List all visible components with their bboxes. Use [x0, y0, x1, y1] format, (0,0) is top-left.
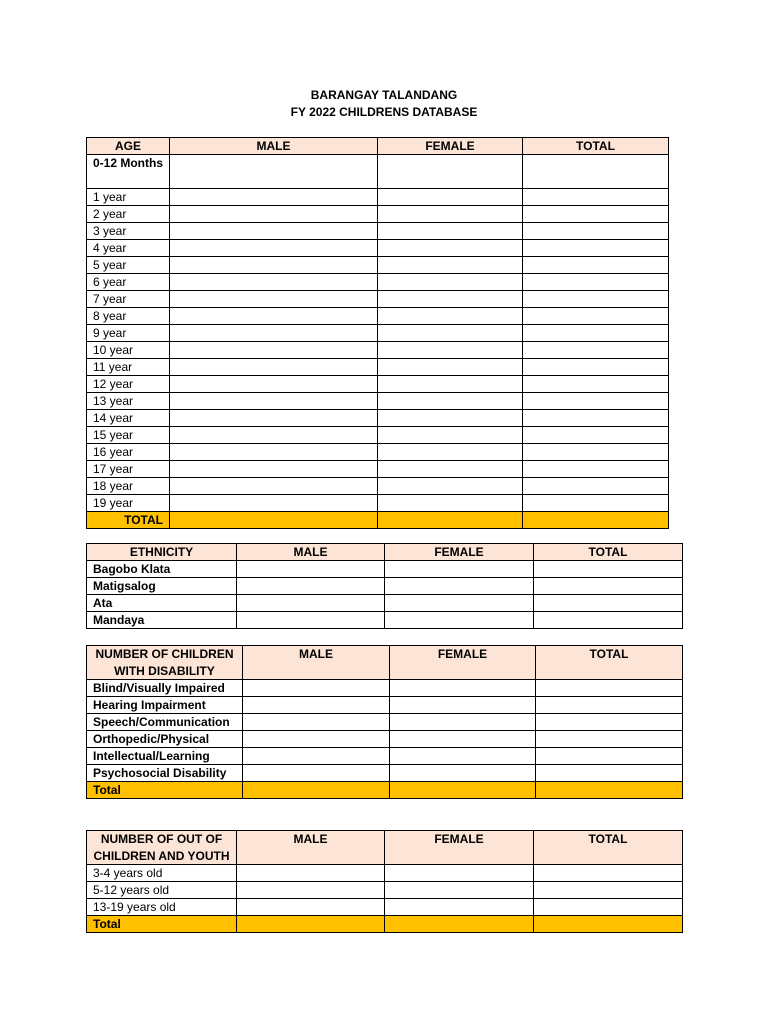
row-label: 2 year [87, 206, 170, 223]
male-cell[interactable] [170, 342, 378, 359]
total-cell[interactable] [523, 359, 669, 376]
row-label: 14 year [87, 410, 170, 427]
table-row [87, 765, 683, 782]
row-label: 11 year [87, 359, 170, 376]
table-row [87, 240, 669, 257]
total-cell[interactable] [534, 595, 683, 612]
row-label: 12 year [87, 376, 170, 393]
row-label: 6 year [87, 274, 170, 291]
row-label: Psychosocial Disability [87, 765, 243, 782]
male-cell[interactable] [170, 393, 378, 410]
female-cell[interactable] [378, 308, 523, 325]
female-cell[interactable] [378, 495, 523, 512]
row-label: 17 year [87, 461, 170, 478]
male-cell[interactable] [243, 697, 390, 714]
total-label: TOTAL [87, 512, 170, 529]
total-cell[interactable] [523, 444, 669, 461]
total-cell[interactable] [534, 561, 683, 578]
male-cell[interactable] [170, 274, 378, 291]
female-cell[interactable] [378, 274, 523, 291]
table-row [87, 865, 683, 882]
total-cell[interactable] [523, 189, 669, 206]
total-row [87, 512, 669, 529]
table-row [87, 359, 669, 376]
age-table-header-row [87, 138, 669, 155]
male-cell[interactable] [170, 155, 378, 189]
total-cell[interactable] [536, 748, 683, 765]
female-cell[interactable] [390, 765, 536, 782]
total-cell[interactable] [534, 899, 683, 916]
total-header: TOTAL [534, 831, 683, 865]
male-cell[interactable] [170, 478, 378, 495]
male-total-cell[interactable] [170, 512, 378, 529]
table-row [87, 461, 669, 478]
osy-header: NUMBER OF OUT OF CHILDREN AND YOUTH [87, 831, 237, 865]
document-title: BARANGAY TALANDANG [310, 88, 458, 102]
male-cell[interactable] [170, 427, 378, 444]
grand-total-cell[interactable] [523, 512, 669, 529]
row-label: 15 year [87, 427, 170, 444]
male-cell[interactable] [170, 308, 378, 325]
row-label: Bagobo Klata [87, 561, 237, 578]
total-cell[interactable] [536, 714, 683, 731]
table-row [87, 714, 683, 731]
grand-total-cell[interactable] [536, 782, 683, 799]
row-label: Hearing Impairment [87, 697, 243, 714]
total-cell[interactable] [523, 342, 669, 359]
male-cell[interactable] [243, 714, 390, 731]
male-cell[interactable] [237, 612, 385, 629]
table-row [87, 308, 669, 325]
out-of-school-table [86, 830, 683, 933]
female-total-cell[interactable] [378, 512, 523, 529]
female-cell[interactable] [378, 359, 523, 376]
table-row [87, 376, 669, 393]
total-header: TOTAL [523, 138, 669, 155]
total-cell[interactable] [523, 325, 669, 342]
female-cell[interactable] [390, 697, 536, 714]
female-total-cell[interactable] [390, 782, 536, 799]
total-row [87, 782, 683, 799]
table-row [87, 899, 683, 916]
total-cell[interactable] [523, 291, 669, 308]
table-row [87, 155, 669, 189]
female-cell[interactable] [378, 444, 523, 461]
female-cell[interactable] [385, 865, 534, 882]
document-subtitle: FY 2022 CHILDRENS DATABASE [290, 105, 478, 119]
total-cell[interactable] [523, 155, 669, 189]
male-cell[interactable] [170, 325, 378, 342]
row-label: 0-12 Months [87, 155, 170, 189]
female-cell[interactable] [378, 223, 523, 240]
total-cell[interactable] [534, 882, 683, 899]
total-cell[interactable] [534, 578, 683, 595]
total-header: TOTAL [536, 646, 683, 680]
table-row [87, 697, 683, 714]
disability-header: NUMBER OF CHILDREN WITH DISABILITY [87, 646, 243, 680]
table-row [87, 206, 669, 223]
male-total-cell[interactable] [237, 916, 385, 933]
female-cell[interactable] [378, 325, 523, 342]
total-cell[interactable] [523, 274, 669, 291]
table-row [87, 325, 669, 342]
grand-total-cell[interactable] [534, 916, 683, 933]
row-label: 5 year [87, 257, 170, 274]
female-cell[interactable] [378, 393, 523, 410]
female-cell[interactable] [378, 206, 523, 223]
table-row [87, 342, 669, 359]
table-row [87, 612, 683, 629]
male-cell[interactable] [170, 410, 378, 427]
female-cell[interactable] [390, 731, 536, 748]
male-cell[interactable] [170, 444, 378, 461]
female-cell[interactable] [378, 376, 523, 393]
female-cell[interactable] [385, 578, 534, 595]
row-label: 19 year [87, 495, 170, 512]
total-label: Total [87, 916, 237, 933]
female-cell[interactable] [378, 461, 523, 478]
row-label: 13 year [87, 393, 170, 410]
total-cell[interactable] [523, 206, 669, 223]
table-row [87, 478, 669, 495]
total-cell[interactable] [536, 765, 683, 782]
male-cell[interactable] [170, 240, 378, 257]
disability-table-header-row [87, 646, 683, 680]
female-total-cell[interactable] [385, 916, 534, 933]
ethnicity-table-header-row [87, 544, 683, 561]
age-header: AGE [87, 138, 170, 155]
female-header: FEMALE [385, 544, 534, 561]
row-label: 13-19 years old [87, 899, 237, 916]
total-cell[interactable] [536, 697, 683, 714]
total-cell[interactable] [523, 376, 669, 393]
row-label: Intellectual/Learning [87, 748, 243, 765]
row-label: 5-12 years old [87, 882, 237, 899]
male-header: MALE [237, 831, 385, 865]
female-cell[interactable] [390, 748, 536, 765]
male-header: MALE [170, 138, 378, 155]
table-row [87, 595, 683, 612]
row-label: 16 year [87, 444, 170, 461]
ethnicity-table [86, 543, 683, 629]
female-cell[interactable] [385, 899, 534, 916]
female-header: FEMALE [385, 831, 534, 865]
female-cell[interactable] [385, 882, 534, 899]
female-cell[interactable] [378, 410, 523, 427]
total-cell[interactable] [523, 308, 669, 325]
male-cell[interactable] [237, 595, 385, 612]
row-label: 1 year [87, 189, 170, 206]
row-label: 10 year [87, 342, 170, 359]
male-total-cell[interactable] [243, 782, 390, 799]
total-cell[interactable] [536, 731, 683, 748]
male-cell[interactable] [170, 291, 378, 308]
row-label: Matigsalog [87, 578, 237, 595]
table-row [87, 680, 683, 697]
male-cell[interactable] [237, 899, 385, 916]
total-cell[interactable] [523, 223, 669, 240]
female-cell[interactable] [378, 478, 523, 495]
osy-table-header-row [87, 831, 683, 865]
row-label: 3 year [87, 223, 170, 240]
female-cell[interactable] [378, 257, 523, 274]
male-cell[interactable] [243, 731, 390, 748]
male-cell[interactable] [170, 223, 378, 240]
table-row [87, 427, 669, 444]
row-label: Blind/Visually Impaired [87, 680, 243, 697]
total-row [87, 916, 683, 933]
male-cell[interactable] [237, 578, 385, 595]
table-row [87, 189, 669, 206]
female-cell[interactable] [385, 561, 534, 578]
total-cell[interactable] [523, 240, 669, 257]
male-cell[interactable] [237, 865, 385, 882]
total-cell[interactable] [534, 612, 683, 629]
table-row [87, 882, 683, 899]
male-header: MALE [243, 646, 390, 680]
female-cell[interactable] [378, 291, 523, 308]
male-cell[interactable] [170, 359, 378, 376]
male-cell[interactable] [170, 376, 378, 393]
table-row [87, 495, 669, 512]
age-table [86, 137, 669, 529]
female-header: FEMALE [378, 138, 523, 155]
total-cell[interactable] [523, 461, 669, 478]
male-cell[interactable] [170, 189, 378, 206]
female-cell[interactable] [385, 612, 534, 629]
disability-table [86, 645, 683, 799]
female-cell[interactable] [390, 680, 536, 697]
female-cell[interactable] [378, 342, 523, 359]
table-row [87, 410, 669, 427]
table-row [87, 257, 669, 274]
ethnicity-header: ETHNICITY [87, 544, 237, 561]
table-row [87, 444, 669, 461]
male-cell[interactable] [243, 748, 390, 765]
total-cell[interactable] [536, 680, 683, 697]
total-label: Total [87, 782, 243, 799]
table-row [87, 731, 683, 748]
total-cell[interactable] [523, 393, 669, 410]
female-cell[interactable] [378, 189, 523, 206]
female-cell[interactable] [385, 595, 534, 612]
female-cell[interactable] [378, 155, 523, 189]
female-cell[interactable] [390, 714, 536, 731]
total-cell[interactable] [523, 427, 669, 444]
table-row [87, 748, 683, 765]
female-header: FEMALE [390, 646, 536, 680]
total-cell[interactable] [523, 495, 669, 512]
table-row [87, 274, 669, 291]
total-cell[interactable] [534, 865, 683, 882]
total-cell[interactable] [523, 257, 669, 274]
male-cell[interactable] [243, 680, 390, 697]
row-label: Ata [87, 595, 237, 612]
row-label: 9 year [87, 325, 170, 342]
male-cell[interactable] [170, 257, 378, 274]
male-cell[interactable] [170, 206, 378, 223]
row-label: Orthopedic/Physical [87, 731, 243, 748]
table-row [87, 561, 683, 578]
row-label: Mandaya [87, 612, 237, 629]
table-row [87, 223, 669, 240]
male-cell[interactable] [243, 765, 390, 782]
male-cell[interactable] [237, 882, 385, 899]
row-label: 8 year [87, 308, 170, 325]
male-cell[interactable] [170, 495, 378, 512]
female-cell[interactable] [378, 240, 523, 257]
row-label: 3-4 years old [87, 865, 237, 882]
total-header: TOTAL [534, 544, 683, 561]
total-cell[interactable] [523, 410, 669, 427]
total-cell[interactable] [523, 478, 669, 495]
row-label: 18 year [87, 478, 170, 495]
female-cell[interactable] [378, 427, 523, 444]
table-row [87, 578, 683, 595]
row-label: 7 year [87, 291, 170, 308]
male-cell[interactable] [170, 461, 378, 478]
table-row [87, 393, 669, 410]
male-cell[interactable] [237, 561, 385, 578]
male-header: MALE [237, 544, 385, 561]
row-label: Speech/Communication [87, 714, 243, 731]
table-row [87, 291, 669, 308]
row-label: 4 year [87, 240, 170, 257]
